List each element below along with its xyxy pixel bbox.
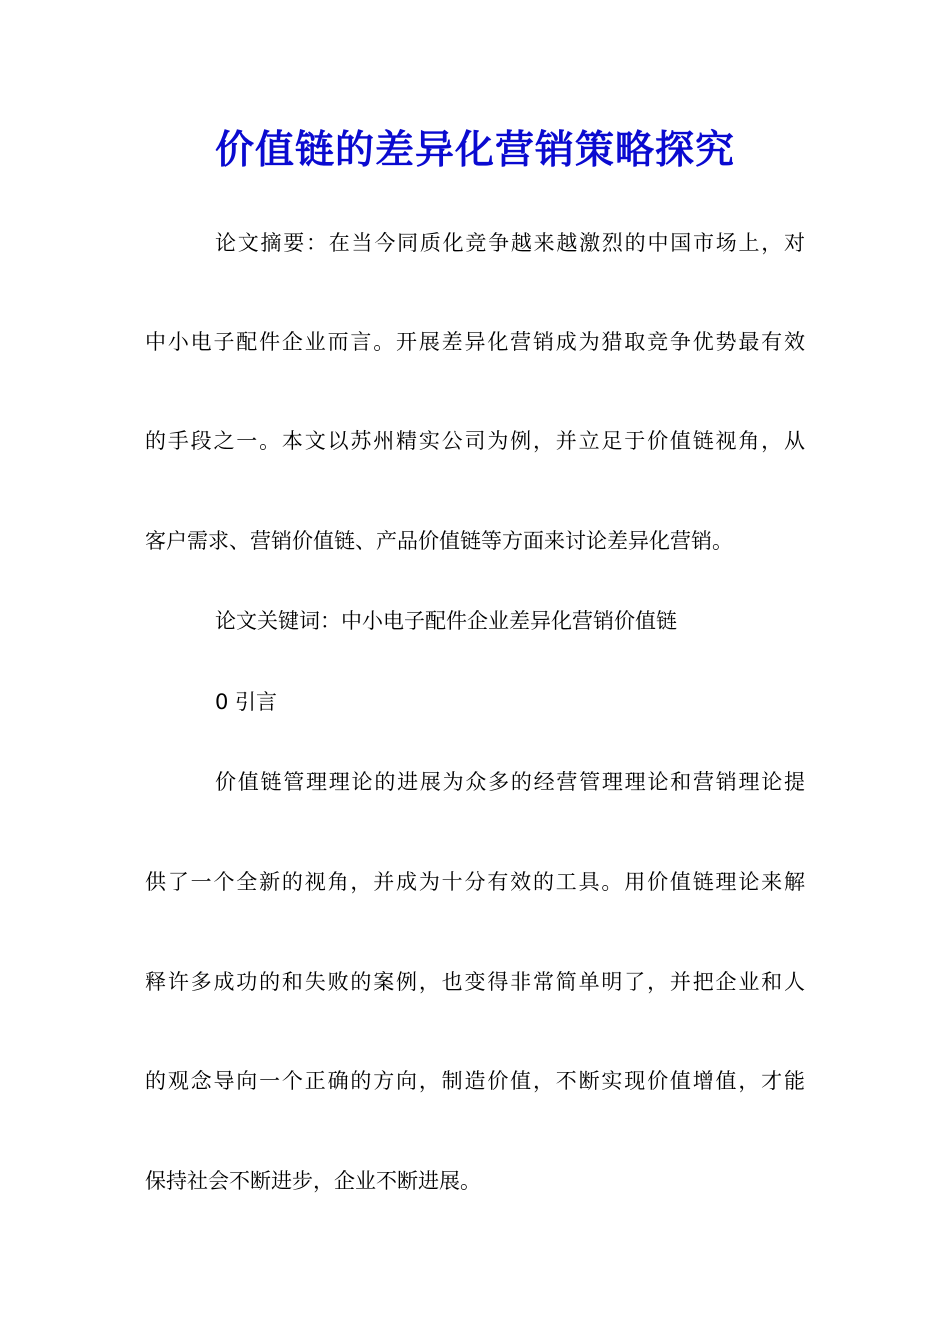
body-line-2: 供了一个全新的视角，并成为十分有效的工具。用价值链理论来解 <box>145 870 805 894</box>
body-line-1: 价值链管理理论的进展为众多的经营管理理论和营销理论提 <box>215 770 805 794</box>
abstract-line-1: 论文摘要：在当今同质化竞争越来越激烈的中国市场上，对 <box>215 231 805 255</box>
abstract-line-4: 客户需求、营销价值链、产品价值链等方面来讨论差异化营销。 <box>145 529 733 553</box>
body-line-4: 的观念导向一个正确的方向，制造价值，不断实现价值增值，才能 <box>145 1069 805 1093</box>
body-line-5: 保持社会不断进步，企业不断进展。 <box>145 1169 481 1193</box>
keywords-line: 论文关键词：中小电子配件企业差异化营销价值链 <box>215 609 677 633</box>
section-heading: 0 引言 <box>215 690 278 714</box>
body-line-3: 释许多成功的和失败的案例，也变得非常简单明了，并把企业和人 <box>145 970 805 994</box>
abstract-line-3: 的手段之一。本文以苏州精实公司为例，并立足于价值链视角，从 <box>145 429 805 453</box>
document-title: 价值链的差异化营销策略探究 <box>214 127 735 173</box>
abstract-line-2: 中小电子配件企业而言。开展差异化营销成为猎取竞争优势最有效 <box>145 330 805 354</box>
